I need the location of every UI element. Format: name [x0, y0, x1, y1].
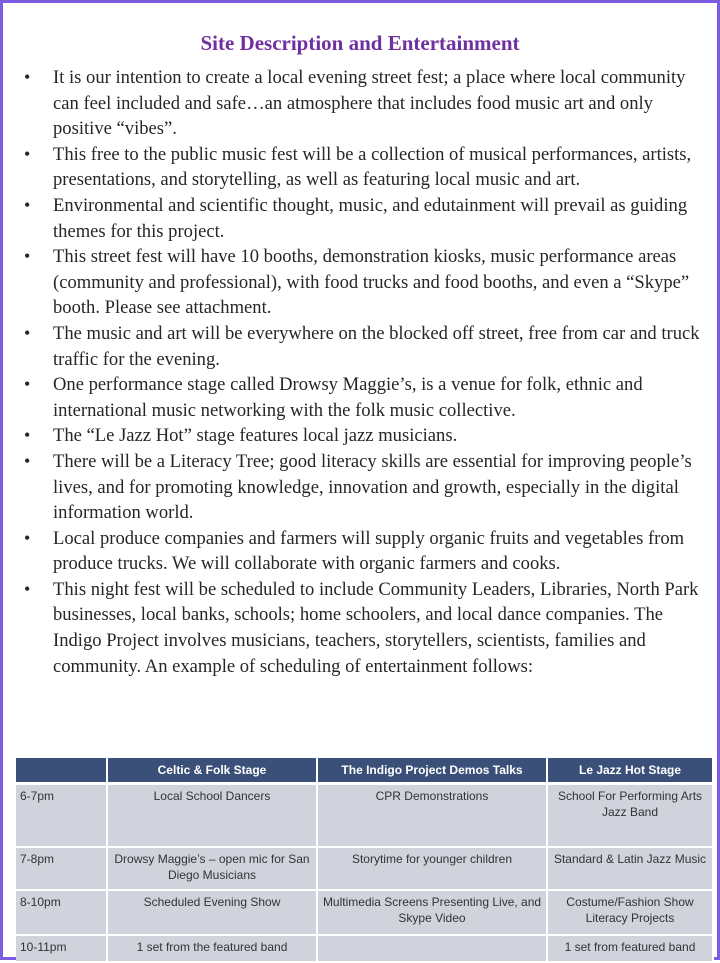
bullet-dot-icon: • — [24, 527, 31, 548]
bullet-text: It is our intention to create a local evening street fest; a place where local community can feel included and safe…an atmosphere that includes food music art and only positive “vibes”. — [53, 67, 686, 140]
header-indigo-demos-talks: The Indigo Project Demos Talks — [317, 758, 547, 784]
bullet-text: One performance stage called Drowsy Maggie’s, is a venue for folk, ethnic and international music networking with the folk music collective. — [53, 374, 643, 421]
bullet-item — [3, 142, 711, 193]
bullet-item — [3, 423, 711, 449]
bullet-text: The music and art will be everywhere on the blocked off street, free from car and truck traffic for the evening. — [53, 322, 700, 370]
bullet-item — [3, 449, 711, 526]
table-row — [16, 890, 713, 935]
bullet-item — [3, 577, 711, 679]
table-cell: Scheduled Evening Show — [107, 890, 317, 935]
page-title: Site Description and Entertainment — [200, 31, 520, 55]
table-cell: Costume/Fashion Show Literacy Projects — [547, 890, 713, 935]
bullet-text: Local produce companies and farmers will supply organic fruits and vegetables from produce trucks. We will collaborate with organic farmers and cooks. — [53, 527, 685, 575]
bullet-text: Environmental and scientific thought, music, and edutainment will prevail as guiding themes for this project. — [53, 194, 688, 242]
bullet-item — [3, 372, 711, 423]
table-cell — [317, 935, 547, 962]
bullet-dot-icon: • — [24, 450, 31, 471]
bullet-dot-icon: • — [24, 67, 31, 87]
table-header-row — [16, 758, 713, 784]
bullet-text: This free to the public music fest will be a collection of musical performances, artists, presentations, and storytelling, as well as featuring local music and art. — [53, 143, 692, 191]
time-cell: 10-11pm — [16, 935, 107, 962]
bullet-dot-icon: • — [24, 246, 31, 267]
bullet-text: This street fest will have 10 booths, demonstration kiosks, music performance areas (community and professional), with food trucks and food booths, and even a “Skype” booth. Please see attachment. — [53, 246, 690, 319]
bullet-dot-icon: • — [24, 322, 31, 343]
table-cell: Standard & Latin Jazz Music — [547, 847, 713, 890]
bullet-item — [3, 65, 711, 142]
table-cell: School For Performing Arts Jazz Band — [547, 784, 713, 848]
table-row — [16, 784, 713, 848]
table-row — [16, 935, 713, 962]
bullet-item — [3, 193, 711, 244]
bullet-item — [3, 321, 711, 372]
time-cell: 7-8pm — [16, 847, 107, 890]
table-cell: CPR Demonstrations — [317, 784, 547, 848]
table-cell: Drowsy Maggie’s – open mic for San Diego Musicians — [107, 847, 317, 890]
bullet-dot-icon: • — [24, 143, 31, 164]
table-cell: Local School Dancers — [107, 784, 317, 848]
bullet-dot-icon: • — [24, 194, 31, 215]
time-cell: 8-10pm — [16, 890, 107, 935]
header-celtic-folk-stage: Celtic & Folk Stage — [107, 758, 317, 784]
schedule-table — [16, 758, 714, 963]
table-cell: 1 set from the featured band — [107, 935, 317, 962]
bullet-item — [3, 526, 711, 577]
table-row — [16, 847, 713, 890]
time-cell: 6-7pm — [16, 784, 107, 848]
bullet-dot-icon: • — [24, 425, 31, 446]
bullet-item — [3, 244, 711, 321]
bullet-text: There will be a Literacy Tree; good literacy skills are essential for improving people’s lives, and for promoting knowledge, innovation and growth, especially in the digital information world. — [53, 450, 692, 524]
table-cell: 1 set from featured band — [547, 935, 713, 962]
bullet-dot-icon: • — [24, 374, 31, 395]
header-le-jazz-hot-stage: Le Jazz Hot Stage — [547, 758, 713, 784]
header-time — [16, 758, 107, 784]
bullet-list — [3, 65, 711, 679]
table-cell: Storytime for younger children — [317, 847, 547, 890]
table-cell: Multimedia Screens Presenting Live, and Skype Video — [317, 890, 547, 935]
bullet-text: The “Le Jazz Hot” stage features local jazz musicians. — [53, 425, 458, 447]
bullet-dot-icon: • — [24, 578, 31, 599]
bullet-text: This night fest will be scheduled to include Community Leaders, Libraries, North Park businesses, local banks, schools; home schoolers, and local dance companies. The Indigo Project involves musicians, teachers, storytellers, scientists, families and community. An example of scheduling of entertainment follows: — [53, 578, 699, 677]
